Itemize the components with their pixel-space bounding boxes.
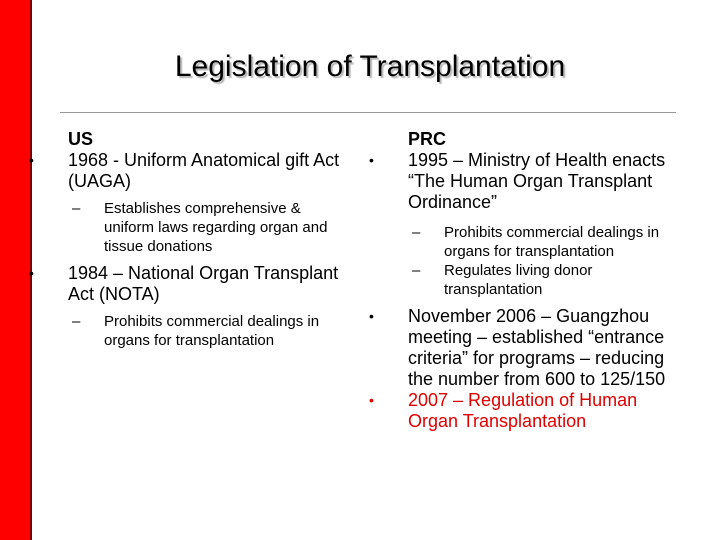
dash-icon: – bbox=[72, 200, 81, 217]
prc-column bbox=[364, 128, 684, 432]
bullet-text: November 2006 – Guangzhou meeting – established “entrance criteria” for programs – reducing the number from 600 to 125/150 bbox=[408, 306, 666, 389]
dash-icon: – bbox=[412, 262, 421, 279]
sub-bullet-item bbox=[24, 312, 344, 350]
bullet-item bbox=[24, 263, 344, 305]
bullet-text: 1968 - Uniform Anatomical gift Act (UAGA) bbox=[68, 150, 340, 191]
dash-icon: – bbox=[72, 313, 81, 330]
prc-heading: PRC bbox=[408, 129, 447, 149]
bullet-item bbox=[24, 150, 344, 192]
sub-bullet-text: Establishes comprehensive & uniform laws regarding organ and tissue donations bbox=[104, 200, 328, 255]
bullet-item bbox=[364, 306, 684, 390]
sub-bullet-text: Prohibits commercial dealings in organs for transplantation bbox=[104, 313, 320, 349]
bullet-text: 1995 – Ministry of Health enacts “The Human Organ Transplant Ordinance” bbox=[408, 150, 666, 212]
bullet-icon: • bbox=[369, 152, 374, 168]
dash-icon: – bbox=[412, 224, 421, 241]
us-column bbox=[24, 128, 344, 350]
bullet-text: 2007 – Regulation of Human Organ Transplantation bbox=[408, 390, 638, 431]
sub-bullet-item bbox=[364, 223, 684, 261]
sub-bullet-text: Regulates living donor transplantation bbox=[444, 262, 593, 298]
slide-title: Legislation of Transplantation bbox=[174, 50, 566, 83]
sub-bullet-item bbox=[24, 199, 344, 256]
us-heading: US bbox=[68, 129, 94, 149]
bullet-icon: • bbox=[369, 308, 374, 324]
title-divider bbox=[60, 112, 676, 113]
bullet-text: 1984 – National Organ Transplant Act (NOTA) bbox=[68, 263, 339, 304]
bullet-icon: • bbox=[369, 392, 374, 408]
bullet-icon: • bbox=[29, 265, 34, 281]
bullet-item bbox=[364, 150, 684, 213]
bullet-icon: • bbox=[29, 152, 34, 168]
sub-bullet-text: Prohibits commercial dealings in organs for transplantation bbox=[444, 224, 660, 260]
sub-bullet-item bbox=[364, 261, 684, 299]
bullet-item-highlight bbox=[364, 390, 684, 432]
